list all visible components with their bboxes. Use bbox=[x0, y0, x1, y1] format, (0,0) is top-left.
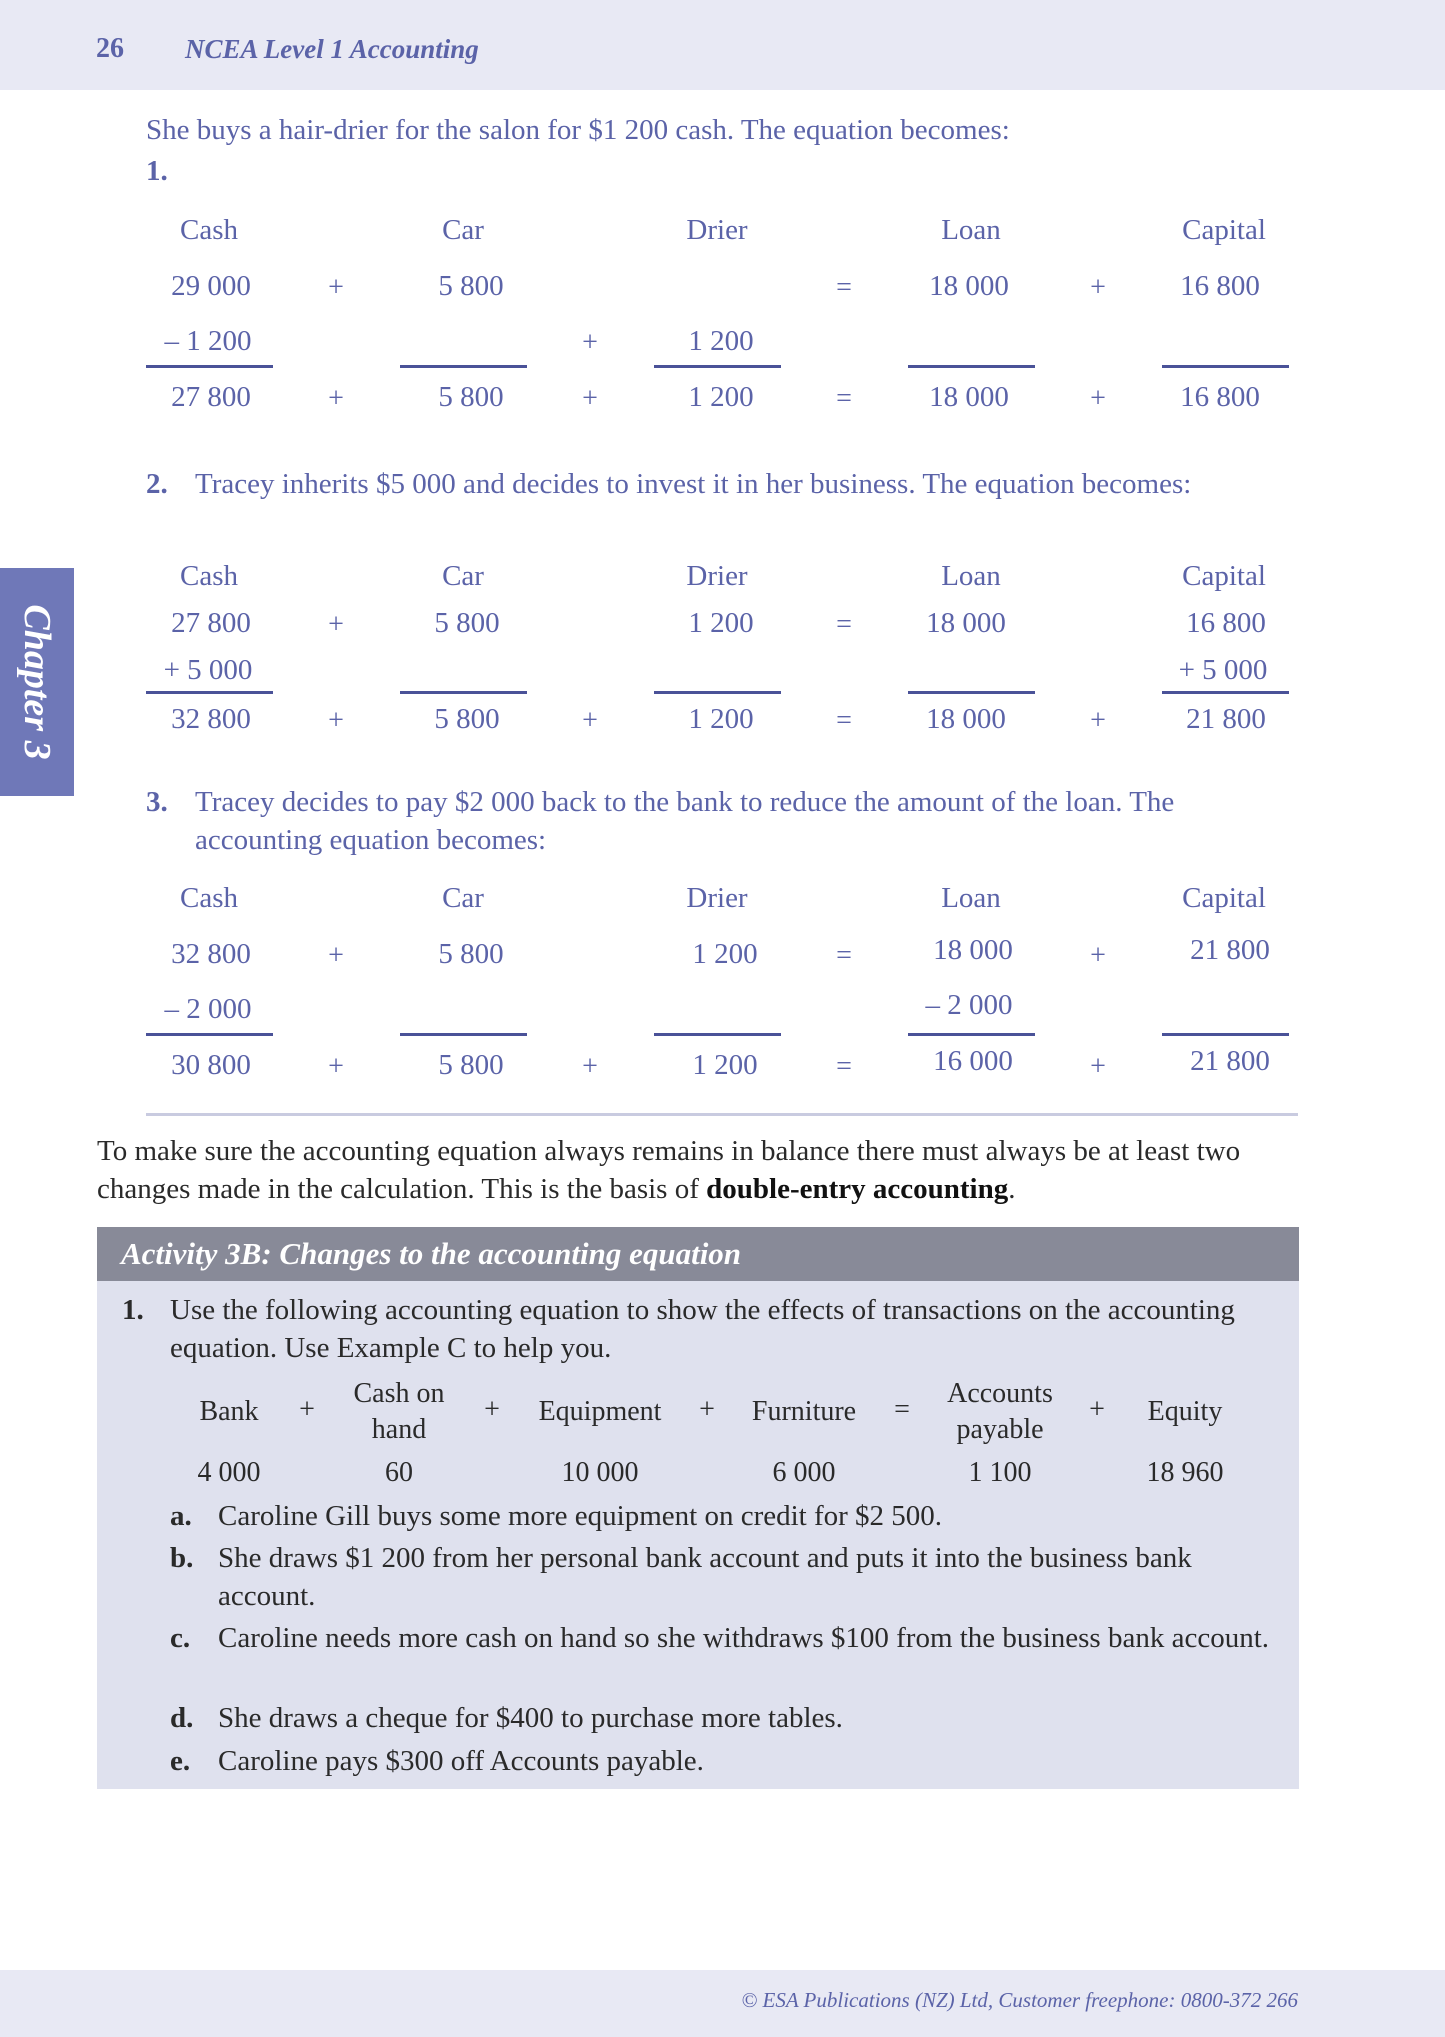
eq1-cell: 29 000 bbox=[171, 270, 251, 302]
balance-text-end: . bbox=[1008, 1173, 1016, 1205]
eq3-cell: 18 000 bbox=[933, 934, 1013, 966]
plus-sign: + bbox=[328, 940, 344, 971]
plus-sign: + bbox=[1090, 940, 1106, 971]
eq2-total: 32 800 bbox=[171, 703, 251, 735]
table-value-cash-on-hand: 60 bbox=[385, 1457, 413, 1488]
plus-sign: + bbox=[328, 272, 344, 303]
table-header-furniture: Furniture bbox=[751, 1396, 857, 1427]
subtotal-rule bbox=[908, 365, 1035, 368]
table-value-equity: 18 960 bbox=[1146, 1457, 1224, 1488]
table-header-equity: Equity bbox=[1147, 1396, 1223, 1427]
subtotal-rule bbox=[400, 1033, 527, 1036]
plus-sign: + bbox=[582, 327, 598, 358]
subtotal-rule bbox=[400, 691, 527, 694]
eq2-cell: 16 800 bbox=[1186, 607, 1266, 639]
table-header-equipment: Equipment bbox=[538, 1396, 662, 1427]
chapter-tab bbox=[0, 568, 74, 796]
item-text: Caroline pays $300 off Accounts payable. bbox=[218, 1745, 704, 1777]
equals-sign: = bbox=[836, 940, 852, 971]
eq1-header-car: Car bbox=[442, 214, 484, 246]
table-value-accounts-payable: 1 100 bbox=[968, 1457, 1032, 1488]
subtotal-rule bbox=[146, 365, 273, 368]
activity-question-number: 1. bbox=[122, 1294, 144, 1326]
item-letter: c. bbox=[170, 1622, 191, 1654]
eq1-total: 18 000 bbox=[929, 381, 1009, 413]
eq3-header-capital: Capital bbox=[1182, 882, 1266, 914]
subtotal-rule bbox=[654, 365, 781, 368]
subtotal-rule bbox=[1162, 365, 1289, 368]
step-1-number: 1. bbox=[146, 155, 168, 187]
plus-sign: + bbox=[299, 1394, 315, 1425]
plus-sign: + bbox=[484, 1394, 500, 1425]
plus-sign: + bbox=[1089, 1394, 1105, 1425]
step-2-number: 2. bbox=[146, 468, 168, 500]
eq3-total: 16 000 bbox=[933, 1045, 1013, 1077]
eq1-header-capital: Capital bbox=[1182, 214, 1266, 246]
eq2-cell: 5 800 bbox=[434, 607, 500, 639]
eq1-header-drier: Drier bbox=[686, 214, 748, 246]
eq3-header-car: Car bbox=[442, 882, 484, 914]
eq2-header-capital: Capital bbox=[1182, 560, 1266, 592]
plus-sign: + bbox=[1090, 705, 1106, 736]
item-letter: e. bbox=[170, 1745, 191, 1777]
footer-copyright: © ESA Publications (NZ) Ltd, Customer freephone: 0800-372 266 bbox=[741, 1988, 1298, 2012]
intro-text: She buys a hair-drier for the salon for $1 200 cash. The equation becomes: bbox=[146, 114, 1010, 146]
eq3-header-cash: Cash bbox=[180, 882, 238, 914]
section-divider bbox=[146, 1113, 1298, 1116]
item-text: Caroline needs more cash on hand so she withdraws $100 from the business bank account. bbox=[218, 1622, 1270, 1654]
plus-sign: + bbox=[328, 609, 344, 640]
equals-sign: = bbox=[836, 705, 852, 736]
equals-sign: = bbox=[894, 1394, 910, 1425]
activity-title: Activity 3B: Changes to the accounting equation bbox=[121, 1236, 742, 1271]
item-letter: d. bbox=[170, 1702, 194, 1734]
plus-sign: + bbox=[699, 1394, 715, 1425]
subtotal-rule bbox=[908, 1033, 1035, 1036]
item-letter: b. bbox=[170, 1542, 194, 1574]
eq2-cell: + 5 000 bbox=[1178, 654, 1268, 686]
chapter-tab-label: Chapter 3 bbox=[16, 604, 58, 760]
book-title: NCEA Level 1 Accounting bbox=[185, 34, 479, 64]
subtotal-rule bbox=[1162, 1033, 1289, 1036]
eq1-cell: 5 800 bbox=[438, 270, 504, 302]
eq3-total: 30 800 bbox=[171, 1049, 251, 1081]
eq1-total: 27 800 bbox=[171, 381, 251, 413]
subtotal-rule bbox=[146, 1033, 273, 1036]
eq3-cell: – 2 000 bbox=[164, 993, 252, 1025]
subtotal-rule bbox=[400, 365, 527, 368]
eq1-cell: – 1 200 bbox=[164, 325, 252, 357]
subtotal-rule bbox=[1162, 691, 1289, 694]
equals-sign: = bbox=[836, 383, 852, 414]
eq2-cell: 18 000 bbox=[926, 607, 1006, 639]
eq3-cell: 5 800 bbox=[438, 938, 504, 970]
plus-sign: + bbox=[328, 383, 344, 414]
step-2-text: Tracey inherits $5 000 and decides to invest it in her business. The equation becomes: bbox=[195, 468, 1192, 500]
eq3-total: 1 200 bbox=[692, 1049, 758, 1081]
item-text: Caroline Gill buys some more equipment on credit for $2 500. bbox=[218, 1500, 943, 1532]
balance-bold-term: double-entry accounting bbox=[706, 1173, 1009, 1205]
eq3-header-loan: Loan bbox=[941, 882, 1001, 914]
equals-sign: = bbox=[836, 272, 852, 303]
plus-sign: + bbox=[328, 705, 344, 736]
eq2-header-car: Car bbox=[442, 560, 484, 592]
eq2-cell: 27 800 bbox=[171, 607, 251, 639]
plus-sign: + bbox=[328, 1051, 344, 1082]
table-header-accounts-payable: Accounts payable bbox=[947, 1378, 1053, 1445]
plus-sign: + bbox=[582, 1051, 598, 1082]
eq1-total: 1 200 bbox=[688, 381, 754, 413]
balance-text: To make sure the accounting equation always remains in balance there must always be at least two changes made in the calculation. This is the basis of bbox=[97, 1135, 1241, 1205]
eq2-header-loan: Loan bbox=[941, 560, 1001, 592]
eq1-cell: 18 000 bbox=[929, 270, 1009, 302]
eq3-cell: 21 800 bbox=[1190, 934, 1270, 966]
table-value-furniture: 6 000 bbox=[772, 1457, 836, 1488]
eq1-total: 16 800 bbox=[1180, 381, 1260, 413]
eq3-cell: 1 200 bbox=[692, 938, 758, 970]
eq2-total: 18 000 bbox=[926, 703, 1006, 735]
equals-sign: = bbox=[836, 1051, 852, 1082]
eq1-cell: 1 200 bbox=[688, 325, 754, 357]
eq3-header-drier: Drier bbox=[686, 882, 748, 914]
step-3-text: Tracey decides to pay $2 000 back to the bank to reduce the amount of the loan. The accounting equation becomes: bbox=[195, 786, 1175, 856]
table-header-cash-on-hand: Cash on hand bbox=[353, 1378, 445, 1445]
activity-header bbox=[97, 1227, 1299, 1281]
page-number: 26 bbox=[96, 33, 124, 64]
equals-sign: = bbox=[836, 609, 852, 640]
eq1-header-loan: Loan bbox=[941, 214, 1001, 246]
eq1-header-cash: Cash bbox=[180, 214, 238, 246]
plus-sign: + bbox=[582, 705, 598, 736]
balance-paragraph bbox=[97, 1132, 1307, 1208]
eq2-header-drier: Drier bbox=[686, 560, 748, 592]
plus-sign: + bbox=[1090, 1051, 1106, 1082]
eq3-total: 21 800 bbox=[1190, 1045, 1270, 1077]
plus-sign: + bbox=[582, 383, 598, 414]
item-text: She draws $1 200 from her personal bank account and puts it into the business bank account. bbox=[218, 1542, 1192, 1612]
eq2-cell: 1 200 bbox=[688, 607, 754, 639]
eq3-cell: – 2 000 bbox=[925, 989, 1013, 1021]
step-3-number: 3. bbox=[146, 786, 168, 818]
eq2-cell: + 5 000 bbox=[163, 654, 253, 686]
eq2-total: 5 800 bbox=[434, 703, 500, 735]
activity-question-text: Use the following accounting equation to show the effects of transactions on the accounting equation. Use Example C to help you. bbox=[170, 1294, 1235, 1364]
plus-sign: + bbox=[1090, 272, 1106, 303]
subtotal-rule bbox=[908, 691, 1035, 694]
subtotal-rule bbox=[146, 691, 273, 694]
subtotal-rule bbox=[654, 1033, 781, 1036]
eq2-header-cash: Cash bbox=[180, 560, 238, 592]
item-letter: a. bbox=[170, 1500, 192, 1532]
eq2-total: 1 200 bbox=[688, 703, 754, 735]
plus-sign: + bbox=[1090, 383, 1106, 414]
eq3-cell: 32 800 bbox=[171, 938, 251, 970]
table-value-bank: 4 000 bbox=[197, 1457, 261, 1488]
eq3-total: 5 800 bbox=[438, 1049, 504, 1081]
subtotal-rule bbox=[654, 691, 781, 694]
eq1-cell: 16 800 bbox=[1180, 270, 1260, 302]
table-value-equipment: 10 000 bbox=[561, 1457, 639, 1488]
eq2-total: 21 800 bbox=[1186, 703, 1266, 735]
table-header-bank: Bank bbox=[199, 1396, 259, 1427]
eq1-total: 5 800 bbox=[438, 381, 504, 413]
item-text: She draws a cheque for $400 to purchase more tables. bbox=[218, 1702, 843, 1734]
